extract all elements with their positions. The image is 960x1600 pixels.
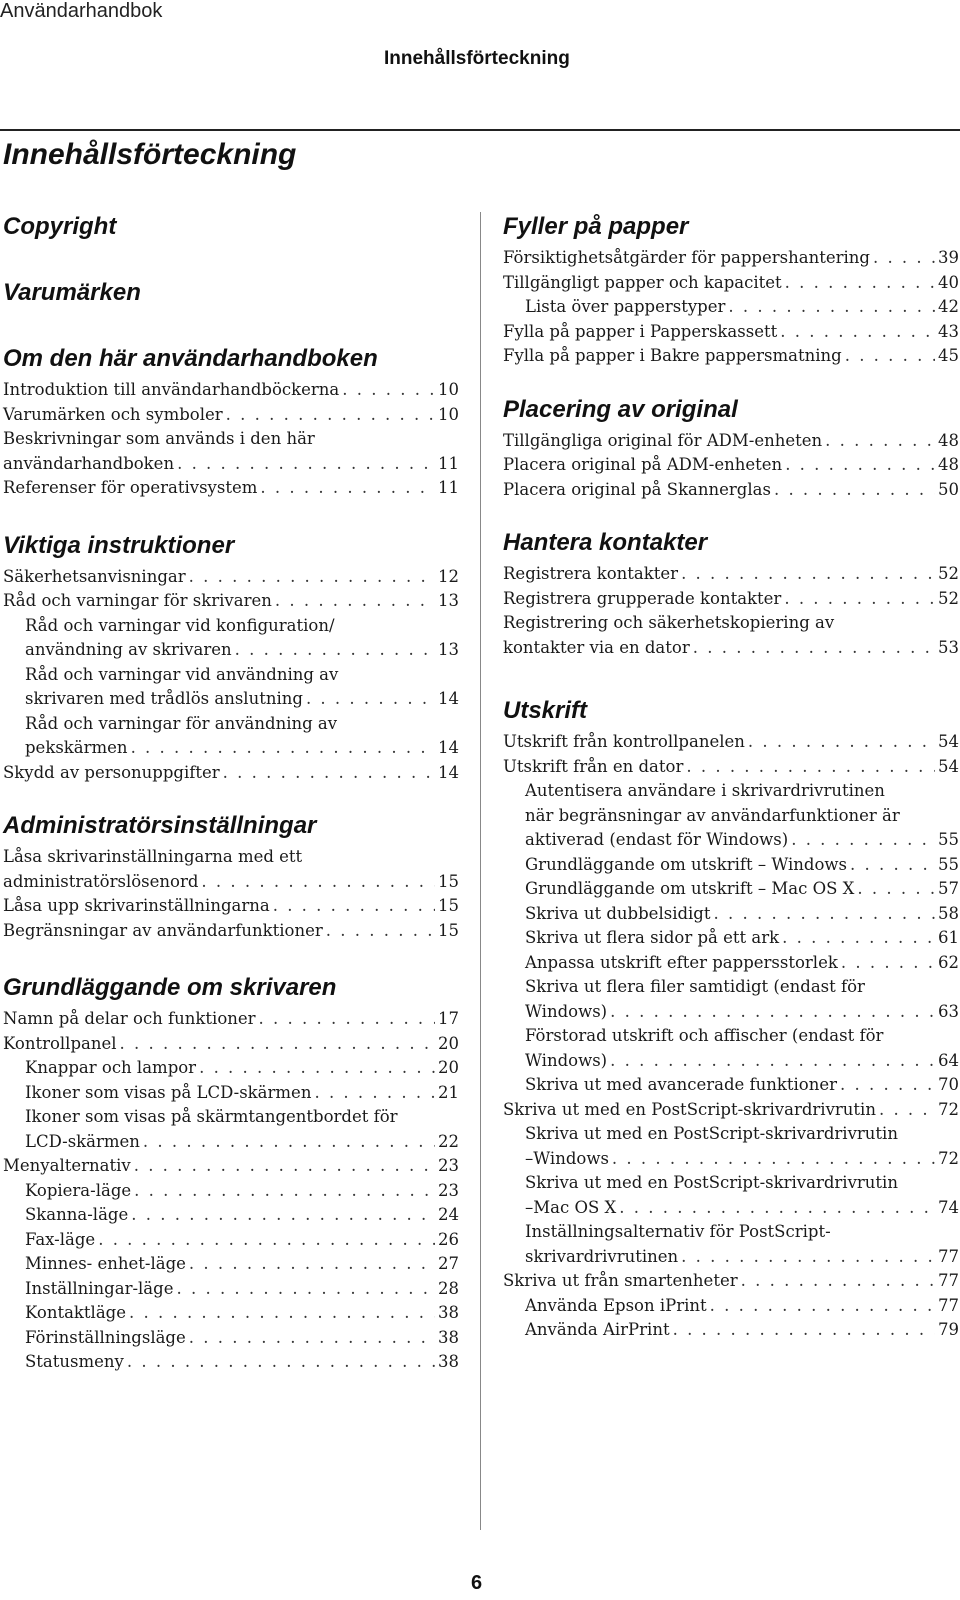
- toc-entry-line[interactable]: Skriva ut med en PostScript-skrivardrivrutin: [525, 1173, 898, 1192]
- dot-leader: [728, 295, 935, 320]
- dot-leader: [681, 562, 935, 587]
- section-heading[interactable]: Utskrift: [503, 697, 588, 724]
- dot-leader: [260, 476, 435, 501]
- toc-entry-page: 28: [438, 1278, 459, 1298]
- toc-entry[interactable]: [503, 1269, 959, 1294]
- toc-entry[interactable]: [525, 926, 959, 951]
- toc-entry-page: 70: [938, 1075, 959, 1094]
- section-heading[interactable]: Grundläggande om skrivaren: [3, 974, 337, 1001]
- toc-entry-page: 57: [938, 879, 959, 898]
- toc-entry-title: Begränsningar av användarfunktioner: [3, 920, 323, 940]
- dot-leader: [306, 687, 435, 712]
- toc-entry-page: 63: [938, 1001, 959, 1021]
- toc-entry-page: 72: [938, 1099, 959, 1119]
- dot-leader: [273, 894, 435, 919]
- toc-entry-title: Kontrollpanel: [3, 1033, 117, 1053]
- dot-leader: [681, 1245, 935, 1270]
- dot-leader: [673, 1318, 935, 1343]
- toc-entry-title: Knappar och lampor: [25, 1058, 197, 1077]
- toc-entry[interactable]: [525, 902, 959, 927]
- toc-entry-title: pekskärmen: [25, 738, 128, 757]
- header-rule: [0, 129, 960, 131]
- toc-entry-line[interactable]: Skriva ut flera filer samtidigt (endast för: [525, 977, 865, 996]
- section-heading[interactable]: Fyller på papper: [503, 213, 689, 240]
- dot-leader: [131, 736, 435, 761]
- toc-entry-page: 43: [938, 321, 959, 341]
- dot-leader: [201, 870, 435, 895]
- toc-entry[interactable]: [25, 1179, 459, 1204]
- toc-entry-title: Förinställningsläge: [25, 1327, 186, 1347]
- toc-entry-page: 38: [438, 1352, 459, 1371]
- toc-entry-title: Skanna-läge: [25, 1205, 129, 1224]
- toc-entry-title: Anpassa utskrift efter pappersstorlek: [525, 952, 838, 972]
- toc-entry[interactable]: [25, 1350, 459, 1375]
- toc-entry-line[interactable]: Registrering och säkerhetskopiering av: [503, 613, 835, 632]
- toc-entry-page: 42: [938, 297, 959, 316]
- toc-entry-page: 20: [438, 1058, 459, 1077]
- toc-entry-page: 38: [438, 1303, 459, 1322]
- toc-entry-line[interactable]: Autentisera användare i skrivardrivrutinen: [525, 781, 885, 800]
- toc-entry-page: 50: [938, 479, 959, 499]
- toc-entry[interactable]: [3, 1032, 459, 1057]
- toc-entry-page: 61: [938, 928, 959, 947]
- dot-leader: [850, 853, 935, 878]
- toc-entry-title: Ikoner som visas på LCD-skärmen: [25, 1082, 312, 1102]
- toc-entry-title: Fylla på papper i Bakre pappersmatning: [503, 346, 842, 365]
- dot-leader: [326, 919, 435, 944]
- toc-entry-title: Skriva ut flera sidor på ett ark: [525, 928, 780, 947]
- dot-leader: [189, 565, 435, 590]
- toc-entry-title: Registrera grupperade kontakter: [503, 588, 782, 608]
- toc-section-administratorsinstallningar: [3, 811, 459, 943]
- toc-entry-title: användning av skrivaren: [25, 640, 232, 659]
- toc-entry-title: Windows): [525, 1001, 608, 1021]
- toc-entry-title: –Windows: [525, 1148, 609, 1168]
- dot-leader: [714, 902, 935, 927]
- toc-entry-line[interactable]: Råd och varningar vid konfiguration/: [25, 615, 335, 635]
- dot-leader: [314, 1081, 435, 1106]
- toc-entry[interactable]: [503, 1098, 959, 1123]
- toc-section-viktiga-instruktioner: [3, 531, 459, 786]
- toc-entry-title: Skydd av personuppgifter: [3, 762, 220, 782]
- toc-section-grundlaggande-om-skrivaren: [3, 973, 459, 1375]
- toc-entry[interactable]: [25, 1203, 459, 1228]
- toc-entry-title: Skriva ut dubbelsidigt: [525, 903, 711, 923]
- toc-entry[interactable]: [525, 1049, 959, 1074]
- dot-leader: [189, 1252, 435, 1277]
- dot-leader: [134, 1154, 435, 1179]
- toc-entry-title: Låsa upp skrivarinställningarna: [3, 896, 270, 915]
- toc-entry-page: 54: [938, 732, 959, 751]
- toc-left-column: [3, 212, 459, 1375]
- dot-leader: [610, 1049, 935, 1074]
- toc-entry-title: Tillgängliga original för ADM-enheten: [503, 430, 823, 450]
- toc-entry[interactable]: [525, 1294, 959, 1319]
- toc-entry[interactable]: [503, 562, 959, 587]
- dot-leader: [741, 1269, 935, 1294]
- toc-entry[interactable]: [503, 636, 959, 661]
- dot-leader: [235, 638, 435, 663]
- dot-leader: [176, 1277, 435, 1302]
- toc-entry-line[interactable]: Råd och varningar vid användning av: [25, 664, 339, 684]
- toc-entry[interactable]: [25, 736, 459, 761]
- dot-leader: [879, 1098, 935, 1123]
- toc-entry[interactable]: [503, 344, 959, 369]
- toc-entry-page: 48: [938, 455, 959, 474]
- toc-entry-page: 77: [938, 1295, 959, 1315]
- dot-leader: [845, 344, 935, 369]
- toc-entry[interactable]: [525, 1073, 959, 1098]
- toc-entry-line[interactable]: Ikoner som visas på skärmtangentbordet för: [25, 1107, 398, 1126]
- toc-entry-page: 11: [438, 453, 459, 473]
- toc-entry-title: Statusmeny: [25, 1352, 124, 1371]
- dot-leader: [748, 730, 935, 755]
- dot-leader: [774, 478, 935, 503]
- toc-entry-page: 52: [938, 588, 959, 608]
- toc-entry[interactable]: [3, 919, 459, 944]
- toc-entry[interactable]: [503, 271, 959, 296]
- toc-entry-title: Säkerhetsanvisningar: [3, 566, 186, 586]
- dot-leader: [226, 403, 435, 428]
- toc-entry-title: Lista över papperstyper: [525, 297, 726, 316]
- dot-leader: [857, 877, 935, 902]
- section-heading[interactable]: Varumärken: [3, 279, 141, 306]
- toc-entry-title: Registrera kontakter: [503, 564, 679, 583]
- page-number: 6: [471, 1572, 483, 1594]
- dot-leader: [129, 1301, 435, 1326]
- section-heading[interactable]: Hantera kontakter: [503, 529, 708, 556]
- toc-entry-page: 13: [438, 640, 459, 659]
- toc-entry[interactable]: [3, 378, 459, 403]
- toc-entry[interactable]: [25, 1326, 459, 1351]
- toc-entry[interactable]: [525, 1245, 959, 1270]
- toc-entry[interactable]: [503, 755, 959, 780]
- toc-entry-page: 14: [438, 689, 459, 708]
- toc-section-hantera-kontakter: [503, 528, 959, 660]
- running-head: Användarhandbok: [0, 0, 163, 22]
- toc-entry[interactable]: [25, 1130, 459, 1155]
- toc-entry-page: 26: [438, 1229, 459, 1249]
- toc-entry-title: Fylla på papper i Papperskassett: [503, 321, 778, 341]
- toc-entry[interactable]: [25, 1301, 459, 1326]
- dot-leader: [710, 1294, 935, 1319]
- toc-entry-page: 11: [438, 478, 459, 497]
- toc-entry[interactable]: [525, 1196, 959, 1221]
- toc-entry[interactable]: [525, 1147, 959, 1172]
- toc-entry-page: 21: [438, 1082, 459, 1102]
- toc-entry-title: Placera original på Skannerglas: [503, 479, 771, 499]
- toc-entry[interactable]: [503, 478, 959, 503]
- toc-entry-page: 52: [938, 564, 959, 583]
- toc-entry[interactable]: [503, 246, 959, 271]
- dot-leader: [612, 1147, 935, 1172]
- toc-entry-page: 72: [938, 1148, 959, 1168]
- toc-entry-page: 62: [938, 952, 959, 972]
- toc-entry[interactable]: [3, 565, 459, 590]
- toc-entry-title: skrivaren med trådlös anslutning: [25, 689, 303, 708]
- toc-entry[interactable]: [25, 1228, 459, 1253]
- toc-entry-line[interactable]: Inställningsalternativ för PostScript-: [525, 1222, 831, 1241]
- toc-entry-page: 23: [438, 1180, 459, 1200]
- dot-leader: [784, 587, 935, 612]
- toc-entry-page: 14: [438, 762, 459, 782]
- toc-right-column: [503, 212, 959, 1343]
- dot-leader: [791, 828, 935, 853]
- toc-entry-title: Råd och varningar för skrivaren: [3, 591, 272, 610]
- toc-entry[interactable]: [3, 870, 459, 895]
- toc-entry-line[interactable]: när begränsningar av användarfunktioner är: [525, 805, 900, 825]
- toc-entry-title: Inställningar-läge: [25, 1278, 174, 1298]
- toc-entry-title: Kontaktläge: [25, 1303, 126, 1322]
- toc-entry-line[interactable]: Beskrivningar som används i den här: [3, 429, 315, 448]
- toc-entry[interactable]: [503, 453, 959, 478]
- toc-entry-page: 38: [438, 1327, 459, 1347]
- dot-leader: [782, 926, 935, 951]
- toc-entry-page: 15: [438, 896, 459, 915]
- toc-entry-title: Namn på delar och funktioner: [3, 1009, 256, 1028]
- toc-entry[interactable]: [525, 295, 959, 320]
- toc-entry-title: Referenser för operativsystem: [3, 478, 258, 497]
- section-heading[interactable]: Placering av original: [503, 395, 738, 423]
- toc-entry-page: 14: [438, 738, 459, 757]
- toc-entry-page: 39: [938, 248, 959, 267]
- toc-entry-page: 58: [938, 903, 959, 923]
- dot-leader: [275, 589, 435, 614]
- dot-leader: [693, 636, 935, 661]
- toc-entry-page: 77: [938, 1271, 959, 1290]
- section-heading[interactable]: Administratörsinställningar: [3, 812, 317, 839]
- toc-entry-title: Fax-läge: [25, 1229, 96, 1249]
- toc-entry-page: 74: [938, 1197, 959, 1217]
- toc-entry[interactable]: [3, 589, 459, 614]
- toc-entry-title: Använda Epson iPrint: [525, 1295, 707, 1315]
- toc-entry[interactable]: [3, 476, 459, 501]
- toc-entry-title: LCD-skärmen: [25, 1131, 140, 1151]
- toc-entry[interactable]: [25, 687, 459, 712]
- dot-leader: [177, 452, 435, 477]
- toc-section-om-den-har-anvandarhandboken: [3, 344, 459, 501]
- toc-entry-title: Kopiera-läge: [25, 1180, 132, 1200]
- toc-entry-page: 10: [438, 380, 459, 399]
- toc-entry-title: Skriva ut från smartenheter: [503, 1271, 738, 1290]
- toc-entry-title: Varumärken och symboler: [3, 404, 223, 424]
- dot-leader: [189, 1326, 435, 1351]
- dot-leader: [127, 1350, 435, 1375]
- toc-entry-page: 10: [438, 404, 459, 424]
- dot-leader: [143, 1130, 435, 1155]
- toc-entry-page: 23: [438, 1156, 459, 1175]
- toc-entry-page: 13: [438, 591, 459, 610]
- dot-leader: [223, 761, 435, 786]
- section-heading[interactable]: Viktiga instruktioner: [3, 531, 235, 559]
- toc-section-placering-av-original: [503, 395, 959, 503]
- toc-entry[interactable]: [25, 1277, 459, 1302]
- dot-leader: [120, 1032, 435, 1057]
- toc-entry-title: Tillgängligt papper och kapacitet: [503, 272, 782, 292]
- toc-entry[interactable]: [525, 877, 959, 902]
- toc-entry-line[interactable]: Råd och varningar för användning av: [25, 713, 338, 733]
- dot-leader: [785, 271, 935, 296]
- toc-entry-title: Placera original på ADM-enheten: [503, 455, 783, 474]
- toc-entry-line[interactable]: Skriva ut med en PostScript-skrivardrivrutin: [525, 1124, 898, 1143]
- toc-entry-title: administratörslösenord: [3, 871, 199, 891]
- toc-entry-page: 79: [938, 1320, 959, 1339]
- toc-entry-title: Grundläggande om utskrift – Windows: [525, 854, 848, 874]
- header-title: Innehållsförteckning: [384, 48, 570, 69]
- toc-entry-title: Utskrift från kontrollpanelen: [503, 732, 745, 751]
- toc-entry-page: 20: [438, 1033, 459, 1053]
- toc-section-varumarken: [3, 278, 459, 308]
- section-heading[interactable]: Om den här användarhandboken: [3, 345, 378, 372]
- dot-leader: [342, 378, 435, 403]
- toc-entry[interactable]: [503, 320, 959, 345]
- toc-entry-page: 77: [938, 1246, 959, 1266]
- toc-entry[interactable]: [3, 403, 459, 428]
- section-heading[interactable]: Copyright: [3, 213, 117, 240]
- toc-section-copyright: [3, 212, 459, 242]
- dot-leader: [134, 1179, 435, 1204]
- toc-entry-title: användarhandboken: [3, 453, 175, 473]
- toc-section-fyller-pa-papper: [503, 212, 959, 369]
- toc-entry-title: kontakter via en dator: [503, 637, 690, 657]
- toc-entry-page: 55: [938, 854, 959, 874]
- toc-entry-title: Använda AirPrint: [525, 1320, 670, 1339]
- toc-entry[interactable]: [25, 1252, 459, 1277]
- toc-entry-title: Utskrift från en dator: [503, 756, 684, 776]
- toc-entry-title: Försiktighetsåtgärder för pappershantering: [503, 248, 870, 267]
- dot-leader: [686, 755, 935, 780]
- toc-entry[interactable]: [525, 1318, 959, 1343]
- toc-entry[interactable]: [3, 894, 459, 919]
- dot-leader: [780, 320, 935, 345]
- toc-entry-page: 53: [938, 637, 959, 657]
- dot-leader: [785, 453, 935, 478]
- dot-leader: [840, 1073, 935, 1098]
- dot-leader: [825, 429, 935, 454]
- toc-entry[interactable]: [3, 1007, 459, 1032]
- toc-entry-title: Minnes- enhet-läge: [25, 1254, 186, 1273]
- toc-entry-title: aktiverad (endast för Windows): [525, 830, 789, 849]
- toc-entry-title: Skriva ut med en PostScript-skrivardrivrutin: [503, 1099, 876, 1119]
- toc-entry-page: 12: [438, 566, 459, 586]
- toc-entry-page: 55: [938, 830, 959, 849]
- toc-entry-page: 27: [438, 1254, 459, 1273]
- toc-entry-title: Skriva ut med avancerade funktioner: [525, 1075, 837, 1094]
- column-divider: [480, 212, 481, 1530]
- toc-entry-title: Grundläggande om utskrift – Mac OS X: [525, 879, 855, 898]
- page-title: Innehållsförteckning: [3, 138, 297, 171]
- toc-entry-title: Menyalternativ: [3, 1156, 131, 1175]
- toc-entry-page: 64: [938, 1050, 959, 1070]
- toc-entry-page: 48: [938, 430, 959, 450]
- toc-entry[interactable]: [525, 828, 959, 853]
- toc-entry-title: –Mac OS X: [525, 1197, 617, 1217]
- toc-entry[interactable]: [3, 1154, 459, 1179]
- toc-entry-page: 22: [438, 1131, 459, 1151]
- toc-entry[interactable]: [525, 951, 959, 976]
- toc-entry-title: Introduktion till användarhandböckerna: [3, 380, 340, 399]
- toc-entry-page: 15: [438, 920, 459, 940]
- toc-entry[interactable]: [503, 730, 959, 755]
- dot-leader: [873, 246, 935, 271]
- toc-section-utskrift: [503, 696, 959, 1343]
- toc-entry-line[interactable]: Förstorad utskrift och affischer (endast för: [525, 1026, 884, 1045]
- toc-entry-page: 45: [938, 346, 959, 365]
- toc-entry-title: skrivardrivrutinen: [525, 1246, 679, 1266]
- toc-entry-page: 17: [438, 1009, 459, 1028]
- dot-leader: [841, 951, 935, 976]
- dot-leader: [98, 1228, 435, 1253]
- dot-leader: [259, 1007, 435, 1032]
- toc-entry[interactable]: [503, 429, 959, 454]
- toc-entry[interactable]: [503, 587, 959, 612]
- toc-entry-page: 24: [438, 1205, 459, 1224]
- dot-leader: [610, 1000, 935, 1025]
- dot-leader: [199, 1056, 435, 1081]
- toc-entry[interactable]: [25, 1056, 459, 1081]
- dot-leader: [619, 1196, 935, 1221]
- toc-entry[interactable]: [525, 853, 959, 878]
- toc-entry-page: 40: [938, 272, 959, 292]
- toc-entry-title: Windows): [525, 1050, 608, 1070]
- toc-entry[interactable]: [25, 638, 459, 663]
- toc-entry-line[interactable]: Låsa skrivarinställningarna med ett: [3, 847, 303, 866]
- toc-entry-page: 15: [438, 871, 459, 891]
- toc-entry-page: 54: [938, 756, 959, 776]
- dot-leader: [131, 1203, 435, 1228]
- toc-entry[interactable]: [25, 1081, 459, 1106]
- toc-entry[interactable]: [525, 1000, 959, 1025]
- toc-entry[interactable]: [3, 452, 459, 477]
- toc-entry[interactable]: [3, 761, 459, 786]
